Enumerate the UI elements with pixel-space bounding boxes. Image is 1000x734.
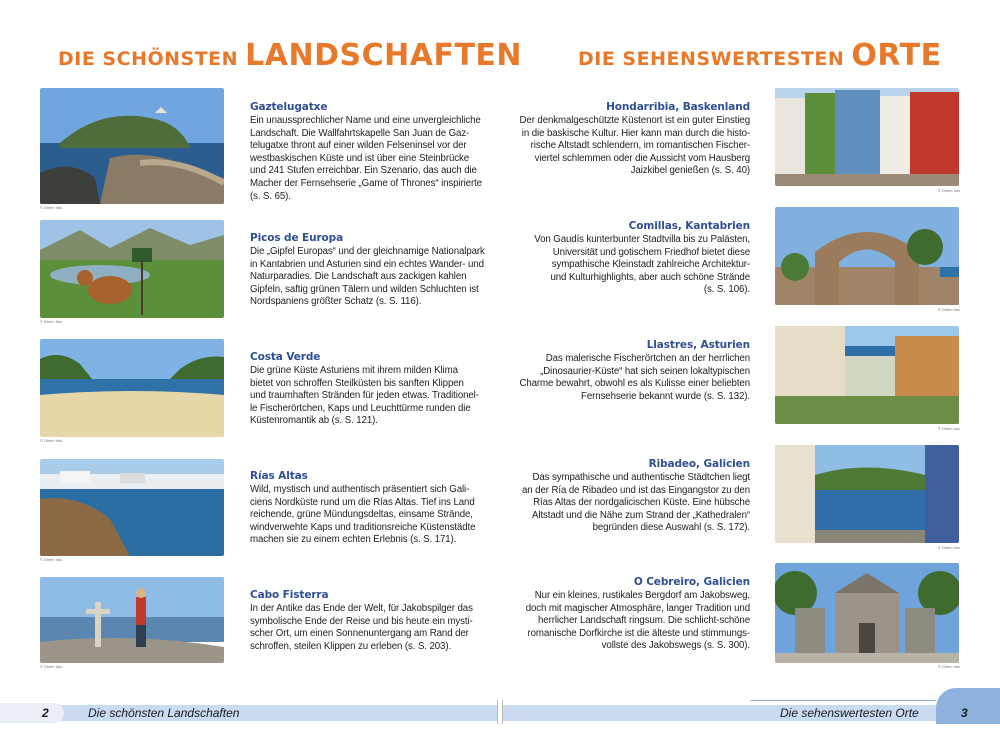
text-line: le Fischerörtchen, Kaps und Leuchttürme runden die	[250, 402, 471, 414]
hondarribia-text	[510, 100, 750, 178]
footer-bar-right	[503, 705, 1000, 721]
text-line: ciens Nordküste rund um die Rías Altas. Tief ins Land	[250, 496, 475, 508]
llastres-credit: © Dhein fotu	[938, 426, 961, 431]
o-cebreiro-credit: © Dhein fotu	[938, 664, 961, 669]
text-line: Die „Gipfel Europas“ und der gleichnamige Nationalpark	[250, 246, 485, 257]
text-line: scher Ort, um einen Sonnenuntergang am Rand der	[250, 628, 469, 640]
gaztelugatxe-credit: © Dhein fotu	[40, 205, 63, 210]
cabo-fisterra-photo	[40, 577, 224, 663]
text-line: rische Altstadt schlendern, im romantischen Fischer-	[530, 140, 750, 152]
text-line: Fernsehserie bekannt wurde (s. S. 132).	[581, 390, 750, 402]
footer-bar-left	[0, 705, 497, 721]
o-cebreiro-photo	[775, 563, 959, 663]
text-line: und Kulturhighlights, aber auch schöne Strände	[550, 271, 750, 283]
text-line: herrlicher Landschaft ringsum. Die schlicht-schöne	[538, 615, 750, 627]
comillas-heading: Comillas, Kantabrien	[628, 220, 750, 232]
page-number-tab-right	[936, 688, 1000, 724]
text-line: Naturparadies. Die Landschaft aus zackigen kahlen	[250, 271, 467, 283]
text-line: Universität und gotischem Friedhof bietet diese	[552, 246, 750, 258]
left-title-small: DIE SCHÖNSTEN	[58, 48, 246, 70]
text-line: (s. S. 106).	[703, 284, 750, 296]
ribadeo-credit: © Dhein fotu	[938, 545, 961, 550]
hondarribia-heading: Hondarribia, Baskenland	[606, 101, 750, 113]
text-line: romanische Dorfkirche ist die älteste und stimmungs-	[527, 627, 750, 639]
text-line: telugatxe thront auf einer wilden Felseninsel vor der	[250, 140, 467, 152]
page-number-left: 2	[42, 706, 49, 720]
gaztelugatxe-heading: Gaztelugatxe	[250, 101, 328, 113]
left-page-title	[58, 38, 522, 73]
text-line: In der Antike das Ende der Welt, für Jakobspilger das	[250, 603, 473, 614]
text-line: in Kantabrien und Asturien sind ein echtes Wander- und	[250, 258, 484, 270]
text-line: reichende, grüne Mündungsdeltas, einsame Strände,	[250, 509, 473, 521]
text-line: Von Gaudís kunterbunter Stadtvilla bis zu Palästen,	[534, 234, 750, 245]
gutter-marks	[497, 700, 503, 724]
ribadeo-text	[510, 457, 750, 535]
cabo-fisterra-heading: Cabo Fisterra	[250, 589, 329, 601]
costa-verde-photo	[40, 339, 224, 437]
picos-credit: © Dhein fotu	[40, 319, 63, 324]
hondarribia-photo	[775, 88, 959, 186]
text-line: und traumhaften Stränden für jeden etwas. Traditionel-	[250, 390, 479, 402]
text-line: Nur ein kleines, rustikales Bergdorf am Jakobsweg,	[534, 590, 750, 601]
text-line: vollste des Jakobswegs (s. S. 300).	[601, 640, 750, 652]
llastres-text	[510, 338, 750, 403]
text-line: schroffen, steilen Klippen zu erleben (s. S. 203).	[250, 640, 452, 652]
text-line: Wild, mystisch und authentisch präsentiert sich Gali-	[250, 484, 470, 495]
rias-altas-photo	[40, 459, 224, 556]
costa-verde-credit: © Dhein fotu	[40, 438, 63, 443]
text-line: Die grüne Küste Asturiens mit ihrem milden Klima	[250, 365, 458, 376]
footer-title-right: Die sehenswertesten Orte	[780, 706, 919, 720]
left-title-big: LANDSCHAFTEN	[245, 38, 523, 73]
llastres-photo	[775, 326, 959, 424]
ribadeo-photo	[775, 445, 959, 543]
picos-de-europa-photo	[40, 220, 224, 318]
text-line: Gipfeln, saftig grünen Tälern und wilden Schluchten ist	[250, 283, 479, 295]
rias-altas-heading: Rías Altas	[250, 470, 308, 482]
text-line: Charme bewahrt, obwohl es als Kulisse einer beliebten	[519, 378, 750, 390]
text-line: Landschaft. Die Wallfahrtskapelle San Juan de Gaz-	[250, 127, 470, 139]
text-line: sympathische Kleinstadt zahlreiche Architektur-	[551, 259, 750, 271]
text-line: Jaizkibel genießen (s. S. 40)	[630, 165, 750, 177]
text-line: Das sympathische und authentische Städtchen liegt	[532, 472, 750, 483]
text-line: Das malerische Fischerörtchen an der herrlichen	[545, 353, 750, 364]
footer-accent-rule	[750, 700, 936, 701]
text-line: machen sie zu einem echten Erlebnis (s. S. 171).	[250, 534, 457, 546]
text-line: Altstadt und die Nähe zum Strand der „Kathedralen“	[532, 509, 750, 521]
text-line: doch mit magischer Atmosphäre, langer Tradition und	[525, 602, 750, 614]
page-number-tab-left	[0, 703, 64, 723]
o-cebreiro-text	[510, 575, 750, 653]
text-line: windverwehte Kaps und traditionsreiche Küstenstädte	[250, 521, 476, 533]
o-cebreiro-heading: O Cebreiro, Galicien	[633, 576, 750, 588]
text-line: Küstenromantik ab (s. S. 121).	[250, 415, 378, 427]
text-line: Der denkmalgeschützte Küstenort ist ein guter Einstieg	[519, 115, 750, 126]
picos-de-europa-text	[250, 231, 490, 309]
text-line: an der Ría de Ribadeo und ist das Eingangstor zu den	[522, 484, 750, 496]
text-line: Macher der Fernsehserie „Game of Thrones“ inspirierte	[250, 177, 482, 189]
ribadeo-heading: Ribadeo, Galicien	[648, 458, 750, 470]
text-line: „Dinosaurier-Küste“ hat sich seinen lokaltypischen	[540, 365, 750, 377]
llastres-heading: Llastres, Asturien	[646, 339, 750, 351]
costa-verde-text	[250, 350, 490, 428]
rias-altas-credit: © Dhein fotu	[40, 557, 63, 562]
text-line: Nordspaniens größter Schatz (s. S. 116).	[250, 296, 422, 308]
text-line: und 241 Stufen erreichbar. Ein Szenario, das auch die	[250, 165, 477, 177]
text-line: Rías Altas der nordgalicischen Küste. Eine hübsche	[533, 497, 750, 509]
picos-de-europa-heading: Picos de Europa	[250, 232, 344, 244]
gaztelugatxe-photo	[40, 88, 224, 204]
text-line: (s. S. 65).	[250, 190, 291, 202]
rias-altas-text	[250, 469, 490, 547]
right-title-small: DIE SEHENSWERTESTEN	[578, 48, 852, 70]
comillas-text	[510, 219, 750, 297]
right-title-big: ORTE	[851, 38, 942, 73]
hondarribia-credit: © Dhein fotu	[938, 188, 961, 193]
text-line: viertel schlemmen oder die Aussicht vom Hausberg	[534, 152, 750, 164]
cabo-fisterra-credit: © Dhein fotu	[40, 664, 63, 669]
text-line: bietet von schroffen Steilküsten bis sanften Klippen	[250, 377, 464, 389]
text-line: in die baskische Kultur. Hier kann man durch die histo-	[521, 127, 750, 139]
text-line: Ein unaussprechlicher Name und eine unvergleichliche	[250, 115, 481, 126]
cabo-fisterra-text	[250, 588, 490, 653]
text-line: symbolische Ende der Reise und bis heute ein mysti-	[250, 615, 473, 627]
text-line: begründen diese Auswahl (s. S. 172).	[592, 522, 750, 534]
costa-verde-heading: Costa Verde	[250, 351, 321, 363]
gaztelugatxe-text	[250, 100, 490, 203]
page-number-right: 3	[961, 706, 968, 720]
text-line: westbaskischen Küste und ist über eine Steinbrücke	[250, 152, 470, 164]
comillas-credit: © Dhein fotu	[938, 307, 961, 312]
comillas-photo	[775, 207, 959, 305]
right-page-title	[578, 38, 942, 73]
footer-title-left: Die schönsten Landschaften	[88, 706, 240, 720]
